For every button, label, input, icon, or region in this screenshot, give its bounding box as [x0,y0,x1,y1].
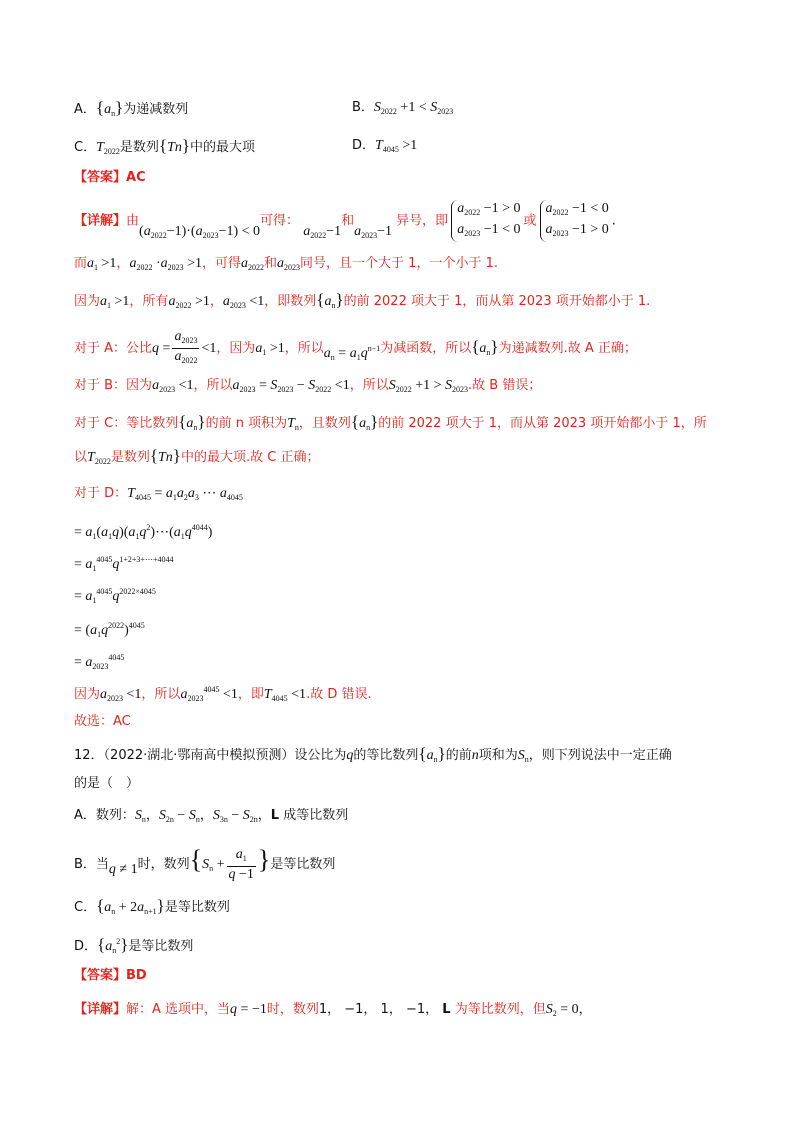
q11-detail-line-1: 【详解】由$(a_{2022}-1)\cdot(a_{2023}-1) < 0$可得： $a_{2022}-1$和$a_{2023}-1$ 异号，即 $a_{2022} -1 > 0$ $a_{2023} -1 < 0$ 或 $a_{2022} -1 < 0$ $a_{2023} -1 > 0$ . [74,200,616,245]
q11-option-c: C．$T_{2022}$是数列{Tn}中的最大项 [74,136,256,156]
q12-stem-line-2: 的是（ ） [74,776,140,791]
q11-option-a: A．$\{a_n\}$为递减数列 [74,98,189,118]
derivation-step-2: = $a_1^{4045}q^{1+2+3+\cdots+4044}$ [74,555,174,573]
q12-option-b: B．当q ≠ 1时，数列{$S_n$ + $\frac{a_1}{q -1}$ }是等比数列 [74,845,336,882]
q11-detail-line-7: 以$T_{2022}$是数列{Tn}中的最大项.故 C 正确； [74,446,320,466]
q11-selection: 故选：AC [74,714,131,729]
q11-detail-line-4: 对于 A：公比q = $\frac{a_{2023}}{a_{2022}}$ <1，因为$a_1 >1$，所以$a_n = a_1q^{n-1}$为减函数，所以$\{a_n\}$为递减数列.故 A 正确； [74,329,637,365]
derivation-step-4: = $(a_1q^{2022})^{4045}$ [74,621,145,639]
derivation-step-1: = $a_1(a_1q)(a_1q^2)\cdots(a_1q^{4044})$ [74,523,213,541]
derivation-step-3: = $a_1^{4045}q^{2022\times 4045}$ [74,587,156,605]
q11-detail-line-6: 对于 C：等比数列$\{a_n\}$的前 n 项积为$T_n$，且数列$\{a_n\}$的前 2022 项大于 1，而从第 2023 项开始都小于 1，所 [74,412,707,432]
q12-answer: 【答案】BD [74,968,147,983]
q12-stem-line-1: 12．（2022·湖北·鄂南高中模拟预测）设公比为q的等比数列$\{a_n\}$的前n项和为$S_n$，则下列说法中一定正确 [74,744,672,764]
q12-option-d: D．$\{a_n^2\}$是等比数列 [74,935,194,955]
q12-option-c: C．$\{a_n + 2a_{n+1}\}$是等比数列 [74,896,230,916]
q11-detail-line-3: 因为$a_1 >1$，所有$a_{2022} >1$，$a_{2023} <1$，即数列$\{a_n\}$的前 2022 项大于 1，而从第 2023 项开始都小于 1. [74,290,651,310]
q11-option-b: B．$S_{2022} +1 < S_{2023}$ [352,100,454,116]
q11-detail-line-5: 对于 B：因为$a_{2023} <1$，所以$a_{2023} = S_{2023} - S_{2022} <1$，所以$S_{2022} +1 > S_{2023}$.故 B 错误； [74,378,542,394]
q11-detail-line-14: 因为$a_{2023} <1$，所以$a_{2023}^{4045} <1$，即$T_{4045} <1$.故 D 错误. [74,685,372,703]
derivation-step-5: = $a_{2023}^{4045}$ [74,653,125,671]
q11-detail-line-2: 而$a_1 >1$，$a_{2022} \cdot a_{2023} >1$，可得$a_{2022}$和$a_{2023}$同号，且一个大于 1，一个小于 1. [74,256,498,272]
q12-option-a: A．数列：$S_n$，$S_{2n} - S_n$，$S_{3n} - S_{2n}$，L 成等比数列 [74,808,349,824]
q11-detail-line-8: 对于 D：$T_{4045} = a_1a_2a_3$ ⋯ $a_{4045}$ [74,486,243,502]
q11-answer: 【答案】AC [74,170,146,185]
q12-detail-line-1: 【详解】解：A 选项中，当q = −1时，数列1， −1， 1， −1， L 为等比数列，但$S_2 = 0$， [74,1002,592,1018]
q11-option-d: D．$T_{4045} >1$ [352,138,418,154]
